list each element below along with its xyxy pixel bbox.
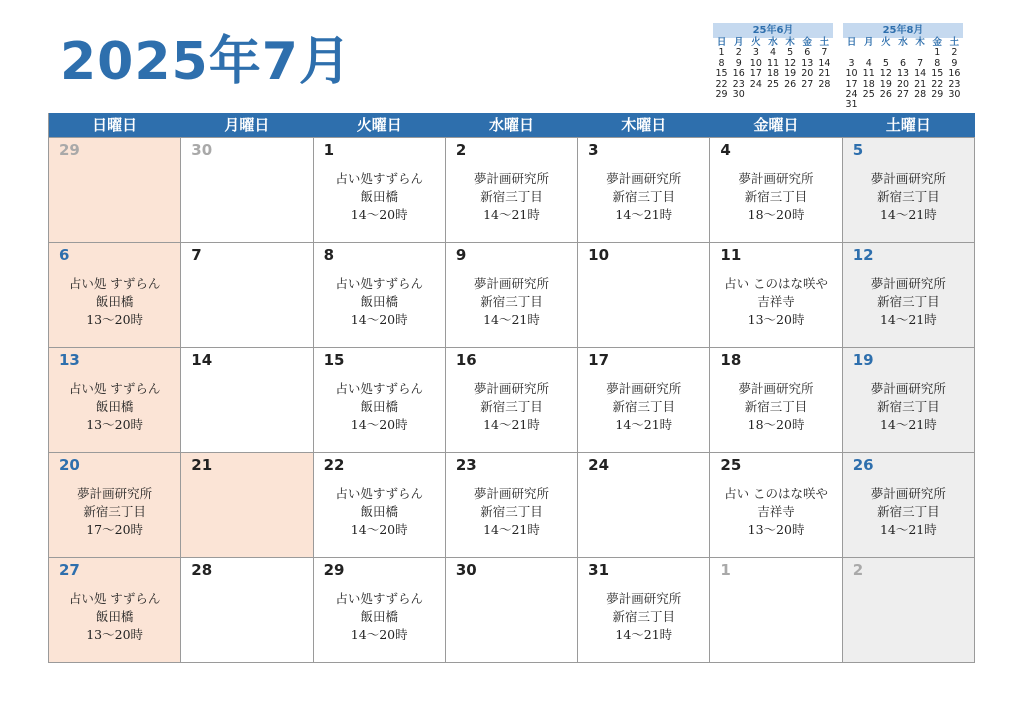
event-place: 夢計画研究所 [738,381,814,396]
day-number: 10 [588,246,610,264]
event-info [843,485,974,539]
mini-day: 14 [914,68,927,80]
event-place: 占い処すずらん [335,381,424,396]
event-place: 夢計画研究所 [473,486,549,501]
mini-day: 29 [715,89,728,101]
day-cell[interactable] [578,242,710,347]
mini-day [747,90,764,100]
day-cell[interactable] [843,557,975,662]
mini-day: 11 [766,57,780,69]
day-cell[interactable] [710,452,842,557]
event-place: 占い処 すずらん [68,381,161,396]
mini-day: 28 [914,89,927,101]
day-number: 6 [59,246,70,264]
day-number: 18 [720,351,742,369]
day-cell[interactable] [578,347,710,452]
event-hours: 14～20時 [350,627,408,642]
day-number: 12 [852,246,874,264]
day-cell[interactable] [843,242,975,347]
mini-calendar-title: 25年8月 [843,23,963,38]
mini-day: 10 [749,57,762,69]
mini-day: 8 [934,57,941,69]
day-number: 11 [720,246,742,264]
mini-day: 8 [718,57,725,69]
mini-calendar-grid [713,38,833,100]
mini-day [912,100,929,110]
mini-day: 17 [845,78,858,90]
day-cell[interactable] [446,347,578,452]
event-hours: 14～20時 [350,312,408,327]
day-number: 29 [323,561,345,579]
mini-weekday-header: 水 [768,37,778,48]
weekday-header: 日曜日 [49,113,181,137]
mini-calendar-grid [843,38,963,111]
day-cell[interactable] [314,242,446,347]
day-number: 24 [588,456,610,474]
mini-day: 22 [715,78,728,90]
mini-day: 11 [862,68,875,80]
mini-day [782,90,799,100]
mini-day: 3 [752,47,759,59]
day-cell[interactable] [578,557,710,662]
mini-weekday-header: 金 [932,37,943,48]
mini-weekday-header: 火 [751,37,761,48]
event-hours: 14～21時 [483,207,540,222]
event-place: 占い処 すずらん [68,591,161,606]
event-location: 新宿三丁目 [877,399,940,414]
day-number: 30 [455,561,477,579]
event-place: 夢計画研究所 [473,171,549,186]
event-place: 占い処すずらん [335,276,424,291]
day-number: 31 [588,561,610,579]
mini-day [860,100,877,110]
mini-day: 29 [931,89,944,101]
mini-weekday-header: 金 [802,37,813,48]
event-location: 飯田橋 [95,609,134,624]
mini-day: 5 [787,47,794,59]
event-hours: 18～20時 [747,207,805,222]
event-location: 吉祥寺 [757,294,795,309]
mini-day: 23 [948,78,961,90]
mini-day: 24 [749,78,762,90]
day-cell[interactable] [181,452,313,557]
event-info [49,590,180,644]
mini-day: 23 [732,78,745,90]
event-hours: 14～21時 [483,312,540,327]
event-info [710,170,841,224]
mini-day: 7 [917,57,924,69]
event-place: 夢計画研究所 [870,171,946,186]
day-number: 19 [852,351,874,369]
event-info [710,275,841,329]
event-info [710,380,841,434]
event-info [843,275,974,329]
event-location: 新宿三丁目 [480,504,543,519]
mini-day: 25 [862,89,875,101]
event-location: 新宿三丁目 [744,399,808,414]
weekday-header: 土曜日 [843,113,975,137]
mini-day: 14 [818,57,831,69]
mini-day [816,90,833,100]
event-hours: 13～20時 [747,312,805,327]
month-calendar-grid [48,113,975,663]
mini-day: 27 [801,78,814,90]
mini-day: 26 [784,78,797,90]
day-cell[interactable] [181,242,313,347]
mini-day: 2 [951,47,958,59]
weekday-header: 月曜日 [181,113,313,137]
event-place: 夢計画研究所 [738,171,814,186]
mini-day: 1 [934,47,941,59]
day-cell[interactable] [843,137,975,242]
mini-day: 21 [914,78,927,90]
day-number: 26 [852,456,874,474]
event-location: 新宿三丁目 [83,504,146,519]
day-number: 16 [455,351,477,369]
event-hours: 18～20時 [747,417,805,432]
event-info [578,170,709,224]
mini-day: 16 [948,68,961,80]
mini-day: 15 [715,68,728,80]
event-place: 夢計画研究所 [606,591,682,606]
day-cell[interactable] [314,347,446,452]
mini-day: 7 [821,47,828,59]
mini-day: 21 [818,68,831,80]
event-location: 新宿三丁目 [612,609,676,624]
mini-day: 17 [749,68,762,80]
event-info [314,170,445,224]
event-info [49,275,180,329]
day-number: 27 [59,561,80,579]
event-info [314,590,445,644]
event-location: 新宿三丁目 [877,504,940,519]
event-location: 新宿三丁目 [480,294,543,309]
day-number: 4 [720,141,731,159]
mini-day: 9 [735,57,742,69]
event-info [843,380,974,434]
event-hours: 13～20時 [747,522,805,537]
event-location: 新宿三丁目 [612,189,676,204]
day-number: 5 [852,141,864,159]
mini-day: 6 [899,57,907,69]
event-hours: 17～20時 [86,522,144,537]
day-cell[interactable] [710,242,842,347]
day-cell[interactable] [446,557,578,662]
event-location: 飯田橋 [360,504,398,519]
day-number: 2 [455,141,467,159]
day-number: 23 [455,456,477,474]
day-cell[interactable] [49,557,181,662]
mini-day: 24 [845,89,858,101]
mini-weekday-header: 土 [819,37,830,48]
day-cell[interactable] [49,452,181,557]
event-place: 占い処すずらん [335,591,424,606]
mini-day: 18 [766,68,780,80]
event-info [446,275,577,329]
event-hours: 14～21時 [483,522,540,537]
mini-day [929,100,946,110]
mini-day: 19 [879,78,892,90]
mini-day: 15 [931,68,944,80]
weekday-header: 水曜日 [446,113,578,137]
event-place: 占い処すずらん [335,486,424,501]
mini-weekday-header: 月 [863,37,874,48]
event-hours: 14～20時 [350,522,408,537]
mini-weekday-header: 日 [716,37,727,48]
event-place: 占い このはな咲や [724,276,829,291]
day-cell[interactable] [710,557,842,662]
day-number: 22 [323,456,345,474]
day-cell[interactable] [446,137,578,242]
event-location: 新宿三丁目 [480,189,543,204]
event-place: 夢計画研究所 [606,171,682,186]
day-cell[interactable] [843,347,975,452]
mini-day [946,100,963,110]
day-cell[interactable] [578,452,710,557]
mini-weekday-header: 水 [898,37,908,48]
event-info [446,485,577,539]
event-location: 新宿三丁目 [612,399,676,414]
event-info [314,275,445,329]
mini-day: 12 [784,57,797,69]
day-number: 1 [323,141,334,159]
mini-day: 4 [769,47,777,59]
mini-weekday-header: 日 [846,37,857,48]
event-location: 飯田橋 [360,399,398,414]
event-location: 新宿三丁目 [744,189,808,204]
event-place: 占い このはな咲や [724,486,829,501]
day-cell[interactable] [181,137,313,242]
mini-day [799,90,816,100]
event-hours: 14～20時 [350,417,408,432]
event-hours: 14～21時 [483,417,540,432]
day-cell[interactable] [49,347,181,452]
mini-day: 18 [862,78,875,90]
mini-day [894,100,911,110]
day-number: 2 [852,561,864,579]
day-cell[interactable] [314,557,446,662]
mini-day: 25 [766,78,780,90]
day-number: 20 [59,456,80,474]
mini-calendar-prev-month [713,23,833,100]
day-number: 13 [59,351,80,369]
mini-day: 20 [801,68,814,80]
event-hours: 14～21時 [615,627,673,642]
event-hours: 13～20時 [86,312,144,327]
mini-day: 31 [845,99,858,111]
day-cell[interactable] [314,452,446,557]
mini-day: 26 [879,89,892,101]
event-place: 夢計画研究所 [473,381,549,396]
mini-day: 16 [732,68,745,80]
event-location: 飯田橋 [360,609,398,624]
mini-weekday-header: 木 [785,37,795,48]
event-info [314,485,445,539]
event-hours: 14～21時 [879,417,937,432]
event-location: 飯田橋 [95,399,134,414]
mini-day: 13 [896,68,910,80]
weekday-header: 金曜日 [710,113,842,137]
day-cell[interactable] [578,137,710,242]
day-cell[interactable] [843,452,975,557]
mini-calendar-next-month [843,23,963,111]
event-hours: 14～21時 [879,207,937,222]
day-number: 8 [323,246,334,264]
event-hours: 14～21時 [615,207,673,222]
event-location: 吉祥寺 [757,504,795,519]
event-place: 夢計画研究所 [473,276,549,291]
mini-day: 28 [818,78,831,90]
day-cell[interactable] [446,452,578,557]
event-location: 飯田橋 [95,294,134,309]
event-info [578,590,709,644]
day-number: 7 [191,246,202,264]
event-info [578,380,709,434]
mini-day: 10 [845,68,858,80]
day-cell[interactable] [181,557,313,662]
mini-day: 2 [735,47,742,59]
mini-day: 30 [732,89,745,101]
mini-weekday-header: 木 [915,37,925,48]
event-hours: 13～20時 [86,417,144,432]
event-place: 占い処すずらん [335,171,424,186]
event-hours: 14～20時 [350,207,408,222]
event-info [49,380,180,434]
day-number: 17 [588,351,610,369]
mini-day: 6 [804,47,811,59]
mini-day: 12 [879,68,892,80]
event-info [710,485,841,539]
day-cell[interactable] [49,242,181,347]
day-number: 30 [191,141,213,159]
day-cell[interactable] [710,347,842,452]
mini-day: 5 [882,57,889,69]
day-cell[interactable] [446,242,578,347]
mini-day: 3 [848,57,855,69]
event-info [843,170,974,224]
day-number: 9 [455,246,467,264]
mini-day: 1 [718,47,725,59]
day-number: 1 [720,561,731,579]
event-info [446,380,577,434]
mini-weekday-header: 火 [881,37,891,48]
day-number: 15 [323,351,345,369]
weekday-header: 火曜日 [314,113,446,137]
event-location: 飯田橋 [360,189,398,204]
day-cell[interactable] [49,137,181,242]
day-number: 14 [191,351,213,369]
event-hours: 14～21時 [615,417,673,432]
event-place: 夢計画研究所 [606,381,682,396]
mini-day: 4 [865,57,872,69]
event-place: 夢計画研究所 [870,486,946,501]
event-place: 占い処 すずらん [68,276,161,291]
day-cell[interactable] [314,137,446,242]
day-number: 28 [191,561,213,579]
mini-day: 30 [948,89,961,101]
page-title: 2025年7月 [60,32,352,92]
weekday-header: 木曜日 [578,113,710,137]
mini-day: 19 [784,68,797,80]
day-cell[interactable] [181,347,313,452]
event-location: 新宿三丁目 [480,399,543,414]
event-info [314,380,445,434]
event-info [49,485,180,539]
mini-day: 20 [896,78,910,90]
event-hours: 14～21時 [879,312,937,327]
mini-day: 27 [896,89,910,101]
day-number: 29 [59,141,80,159]
event-location: 飯田橋 [360,294,398,309]
event-place: 夢計画研究所 [870,276,946,291]
mini-day: 9 [951,57,958,69]
event-place: 夢計画研究所 [77,486,153,501]
day-cell[interactable] [710,137,842,242]
day-number: 25 [720,456,742,474]
mini-weekday-header: 月 [733,37,744,48]
mini-day: 13 [801,57,814,69]
event-info [446,170,577,224]
event-place: 夢計画研究所 [870,381,946,396]
mini-day [764,90,781,100]
event-location: 新宿三丁目 [877,189,940,204]
mini-day: 22 [931,78,944,90]
day-number: 3 [588,141,599,159]
event-hours: 14～21時 [879,522,937,537]
mini-day [877,100,894,110]
event-hours: 13～20時 [86,627,144,642]
mini-calendar-title: 25年6月 [713,23,833,38]
day-number: 21 [191,456,213,474]
mini-weekday-header: 土 [949,37,960,48]
event-location: 新宿三丁目 [877,294,940,309]
